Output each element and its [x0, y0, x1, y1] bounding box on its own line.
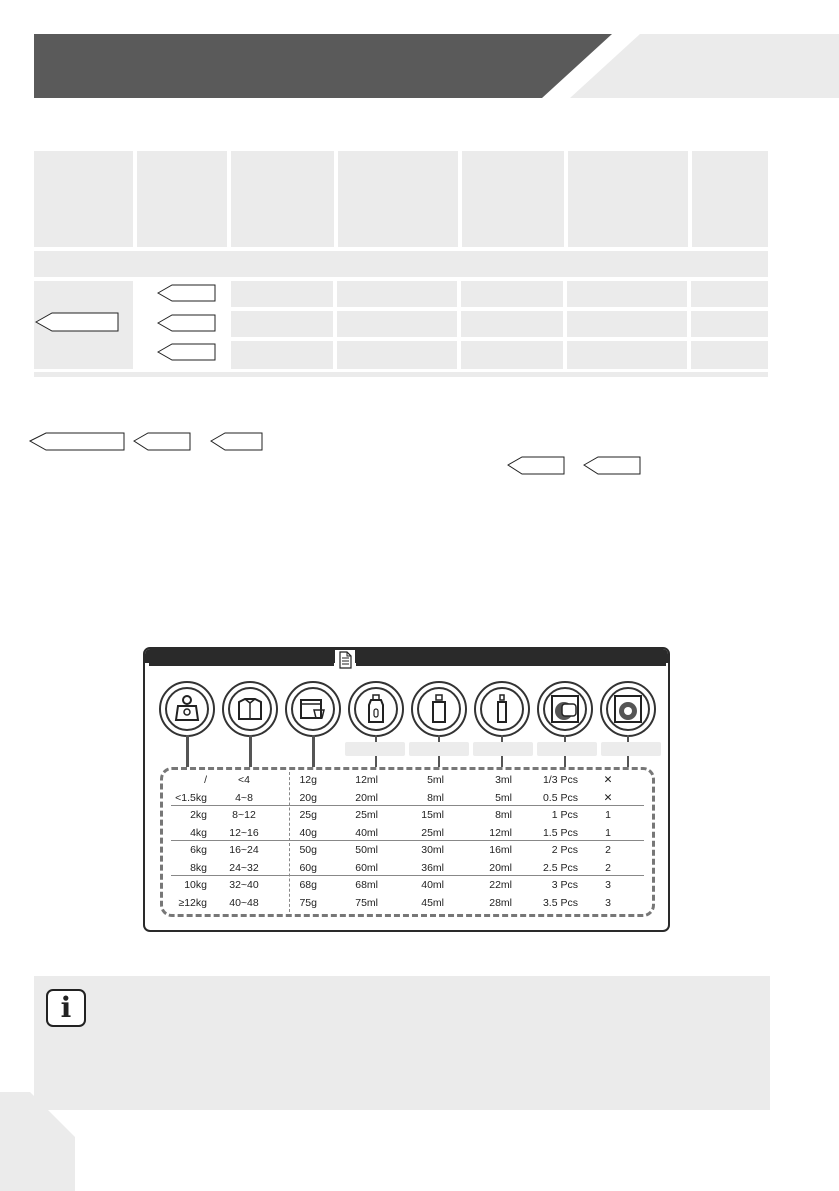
pod-in-drum-icon [537, 681, 593, 737]
cell-ultra: 3ml [495, 774, 512, 786]
cell-items: 24~32 [229, 861, 259, 874]
table-row [163, 860, 652, 878]
table-row [163, 877, 652, 895]
cell-load: 4kg [190, 826, 207, 839]
dosage-table [160, 767, 655, 917]
tablet-in-drum-icon [600, 681, 656, 737]
cell-concentrated: 25ml [421, 826, 444, 839]
info-icon: i [46, 989, 86, 1027]
cell-liquid: 25ml [355, 809, 378, 821]
cell-powder: 75g [299, 896, 317, 909]
cell-pods: 1.5 Pcs [542, 826, 578, 839]
cell-items: 4~8 [235, 791, 253, 804]
cell-powder: 25g [299, 809, 317, 821]
cell-liquid: 40ml [355, 826, 378, 839]
cell-powder: 20g [299, 791, 317, 804]
cell-tablets: ✕ [603, 774, 613, 786]
cell-concentrated: 36ml [421, 861, 444, 874]
cell-liquid: 12ml [355, 774, 378, 786]
cell-powder: 12g [299, 774, 317, 786]
concentrated-bottle-icon [411, 681, 467, 737]
liquid-bottle-icon [348, 681, 404, 737]
cell-concentrated: 45ml [421, 896, 444, 909]
cell-pods: 2 Pcs [551, 844, 578, 856]
cell-pods: 0.5 Pcs [542, 791, 578, 804]
cell-load: 8kg [190, 861, 207, 874]
cell-powder: 50g [299, 844, 317, 856]
cell-ultra: 22ml [489, 879, 512, 891]
cell-concentrated: 40ml [421, 879, 444, 891]
cell-load: 6kg [190, 844, 207, 856]
cell-powder: 40g [299, 826, 317, 839]
cell-items: 40~48 [229, 896, 259, 909]
cell-load: / [204, 774, 207, 786]
cell-ultra: 28ml [489, 896, 512, 909]
cell-tablets: 2 [605, 861, 611, 874]
cell-tablets: 2 [605, 844, 611, 856]
cell-pods: 1 Pcs [551, 809, 578, 821]
cell-load: ≥12kg [178, 896, 207, 909]
cell-load: 10kg [184, 879, 207, 891]
cell-tablets: ✕ [603, 791, 613, 804]
cell-tablets: 1 [605, 809, 611, 821]
cell-pods: 3 Pcs [551, 879, 578, 891]
cell-items: 8~12 [232, 809, 256, 821]
cell-powder: 68g [299, 879, 317, 891]
cell-ultra: 8ml [495, 809, 512, 821]
cell-liquid: 68ml [355, 879, 378, 891]
table-row [163, 842, 652, 860]
cell-ultra: 12ml [489, 826, 512, 839]
cell-items: 32~40 [229, 879, 259, 891]
cell-pods: 1/3 Pcs [542, 774, 578, 786]
cell-concentrated: 30ml [421, 844, 444, 856]
cell-tablets: 1 [605, 826, 611, 839]
cell-concentrated: 15ml [421, 809, 444, 821]
cell-ultra: 16ml [489, 844, 512, 856]
table-row [163, 807, 652, 825]
cell-liquid: 60ml [355, 861, 378, 874]
ultra-bottle-icon [474, 681, 530, 737]
detergent-dosage-panel [143, 647, 670, 932]
cell-load: <1.5kg [175, 791, 207, 804]
cell-concentrated: 8ml [427, 791, 444, 804]
table-row [163, 895, 652, 913]
table-row [163, 772, 652, 790]
table-row [163, 790, 652, 808]
powder-box-icon [285, 681, 341, 737]
cell-liquid: 50ml [355, 844, 378, 856]
note-box [34, 976, 770, 1110]
cell-liquid: 20ml [355, 791, 378, 804]
cell-pods: 2.5 Pcs [542, 861, 578, 874]
cell-tablets: 3 [605, 896, 611, 909]
pointer-tags [0, 0, 839, 500]
document-icon [335, 650, 355, 670]
table-row [163, 825, 652, 843]
cell-ultra: 5ml [495, 791, 512, 804]
scale-icon [159, 681, 215, 737]
cell-items: <4 [238, 774, 250, 786]
shirts-icon [222, 681, 278, 737]
cell-liquid: 75ml [355, 896, 378, 909]
cell-pods: 3.5 Pcs [542, 896, 578, 909]
cell-concentrated: 5ml [427, 774, 444, 786]
cell-powder: 60g [299, 861, 317, 874]
cell-items: 16~24 [229, 844, 259, 856]
cell-load: 2kg [190, 809, 207, 821]
panel-header-bar [145, 649, 668, 663]
cell-items: 12~16 [229, 826, 259, 839]
cell-ultra: 20ml [489, 861, 512, 874]
cell-tablets: 3 [605, 879, 611, 891]
